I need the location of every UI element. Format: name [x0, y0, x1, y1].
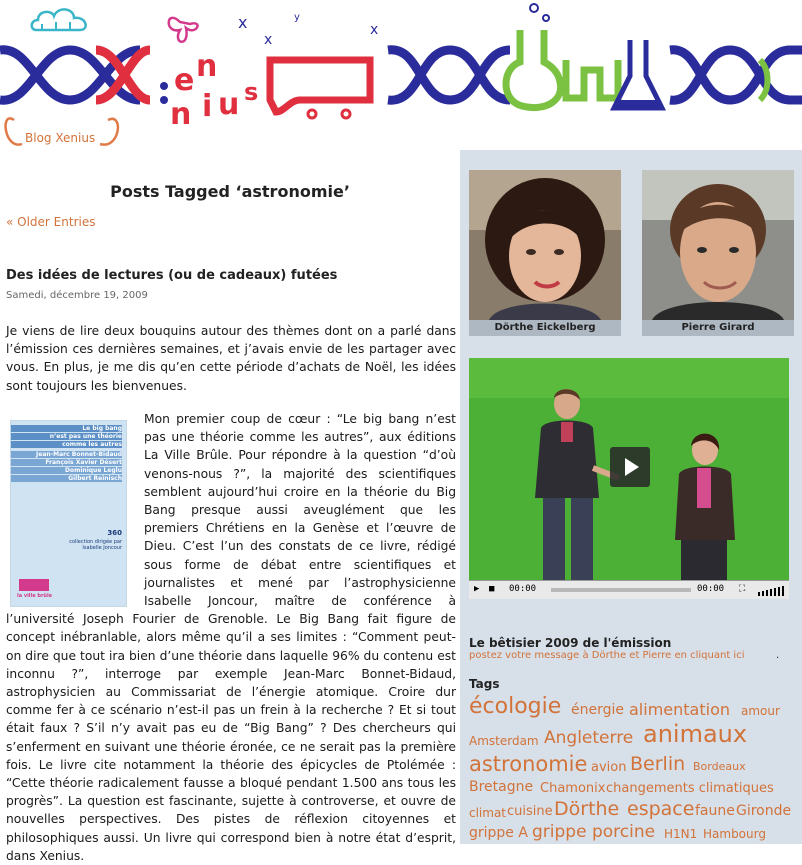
tag-faune[interactable]: faune — [695, 803, 735, 819]
tag-espace[interactable]: espace — [627, 798, 695, 820]
presenter-card-dorthe[interactable] — [469, 170, 621, 336]
book-author-1: Jean-Marc Bonnet-Bidaud — [11, 451, 122, 458]
book-author-2: François Xavier Désert — [11, 459, 122, 466]
book-title-line-1: Le big bang — [11, 425, 122, 432]
tag-bretagne[interactable]: Bretagne — [469, 779, 534, 795]
post-date: Samedi, décembre 19, 2009 — [6, 290, 148, 301]
tag-alimentation[interactable]: alimentation — [629, 700, 730, 719]
tag-cuisine[interactable]: cuisine — [507, 804, 553, 819]
tag-hambourg[interactable]: Hambourg — [703, 827, 766, 841]
play-icon[interactable]: ▶ — [474, 584, 480, 594]
video-controls — [469, 580, 789, 599]
tag-amour[interactable]: amour — [741, 704, 780, 718]
sidebar — [460, 150, 802, 844]
betisier-title: Le bêtisier 2009 de l'émission — [469, 636, 672, 650]
book-publisher: la ville brûle — [17, 593, 53, 599]
svg-text:x: x — [238, 13, 248, 32]
site-header — [0, 0, 802, 150]
presenter-card-pierre[interactable] — [642, 170, 794, 336]
tag-angleterre[interactable]: Angleterre — [544, 728, 634, 748]
video-frame[interactable] — [469, 358, 789, 580]
tag-grippe-porcine[interactable]: grippe porcine — [532, 822, 656, 842]
volume-icon[interactable] — [758, 584, 786, 596]
post-paragraph-2: Mon premier coup de cœur : “Le big bang n’est pas une théorie comme les autres”, aux éditions La Ville Brûle. Pour répondre à la question “d’où venons-nous ?”, la majorité des scientifiques semblent aujourd’hui croire en la théorie du Big Bang presque aussi aveuglément que les premiers Chrétiens en la Genèse et l’œuvre de Dieu. C’est l’un des constats de ce livre, rédigé sous forme de débat entre scientifiques et journalistes et mené par l’astrophysicienne Isabelle Joncour, maître de conférence à l’université Joseph Fourier de Grenoble. Le Big Bang fait figure de concept inébranlable, alors même qu’il a ses limites : “Comment peut-on dire que tout ira bien d’une théorie dans laquelle 96% du contenu est inconnu ?”, interroge par exemple Jean-Marc Bonnet-Bidaud, astrophysicien au Commissariat de l’énergie atomique. Croire dur comme fer à ce scénario n’est-il pas un frein à la recherche ? Et si tout était faux ? S’il n’y avait pas eu de “Big Bang” ? Des chercheurs qui s’enferment en suivant une théorie éronée, ce ne serait pas la première fois. Le livre cite notamment la théorie des épicycles de Ptolémée : “Cette théorie radicalement fausse a bloqué pendant 1.500 ans tous les progrès”. La question est fascinante, sujette à controverse, et ouvre de nouvelles perspectives. Des pistes de réflexion citoyennes et philosophiques aussi. Un livre qui correspond bien à notre état d’esprit, dans Xenius. — [6, 412, 456, 863]
svg-text:u: u — [218, 87, 240, 122]
tag-changements-climatiques[interactable]: changements climatiques — [606, 781, 774, 796]
book-author-4: Gilbert Reinisch — [11, 475, 122, 482]
tag-gironde[interactable]: Gironde — [736, 803, 792, 819]
xenius-logo-banner[interactable] — [0, 0, 802, 150]
svg-text:n: n — [196, 49, 218, 84]
betisier-period: . — [776, 650, 780, 661]
video-player[interactable] — [469, 358, 789, 598]
play-button[interactable] — [610, 447, 650, 487]
svg-text:e: e — [174, 63, 195, 98]
svg-text:i: i — [202, 89, 213, 124]
betisier-link[interactable]: postez votre message à Dörthe et Pierre en cliquant ici — [469, 650, 745, 661]
svg-text:x: x — [370, 22, 379, 38]
post-title[interactable]: Des idées de lectures (ou de cadeaux) futées — [6, 268, 338, 283]
tag-grippe-a[interactable]: grippe A — [469, 825, 528, 841]
book-author-3: Dominique Leglu — [11, 467, 122, 474]
tag-energie[interactable]: énergie — [571, 702, 624, 718]
tags-title: Tags — [469, 677, 500, 691]
book-collection: collection dirigée par Isabelle Joncour — [69, 539, 122, 551]
blog-xenius-link[interactable]: Blog Xenius — [25, 131, 96, 145]
tag-animaux[interactable]: animaux — [643, 720, 748, 748]
book-number: 360 — [107, 529, 122, 537]
tag-bordeaux[interactable]: Bordeaux — [693, 760, 746, 773]
total-time: 00:00 — [697, 584, 725, 594]
elapsed-time: 00:00 — [509, 584, 537, 594]
main-content — [0, 150, 460, 863]
presenter-name-dorthe: Dörthe Eickelberg — [469, 320, 621, 336]
tag-berlin[interactable]: Berlin — [630, 753, 686, 775]
book-title-line-2: n’est pas une théorie — [11, 433, 122, 440]
tag-ecologie[interactable]: écologie — [469, 694, 562, 719]
seek-bar[interactable] — [551, 588, 691, 592]
tag-dorthe[interactable]: Dörthe — [554, 798, 620, 820]
svg-text:s: s — [244, 78, 259, 106]
page-title: Posts Tagged ‘astronomie’ — [110, 182, 350, 201]
svg-text:n: n — [170, 97, 192, 132]
publisher-logo-icon — [19, 579, 49, 591]
older-entries-link[interactable]: « Older Entries — [6, 215, 96, 229]
presenter-photo-dorthe — [469, 170, 621, 320]
presenter-photo-pierre — [642, 170, 794, 320]
tag-climat[interactable]: climat — [469, 806, 507, 820]
svg-text:x: x — [264, 32, 273, 48]
book-cover-image — [10, 420, 127, 607]
stop-icon[interactable]: ■ — [489, 584, 495, 594]
svg-text:y: y — [294, 12, 300, 23]
post-paragraph-1: Je viens de lire deux bouquins autour des thèmes dont on a parlé dans l’émission ces dernières semaines, et j’avais envie de les partager avec vous. En plus, je me dis qu’en cette période d’achats de Noël, les idées sont toujours les bienvenues. — [6, 324, 456, 393]
tag-avion[interactable]: avion — [591, 760, 627, 775]
tag-h1n1[interactable]: H1N1 — [664, 827, 698, 841]
fullscreen-icon[interactable]: ⛶ — [739, 584, 746, 594]
tag-amsterdam[interactable]: Amsterdam — [469, 734, 539, 748]
book-title-line-3: comme les autres — [11, 441, 122, 448]
tag-astronomie[interactable]: astronomie — [469, 752, 588, 776]
tag-chamonix[interactable]: Chamonix — [540, 781, 606, 796]
presenter-name-pierre: Pierre Girard — [642, 320, 794, 336]
